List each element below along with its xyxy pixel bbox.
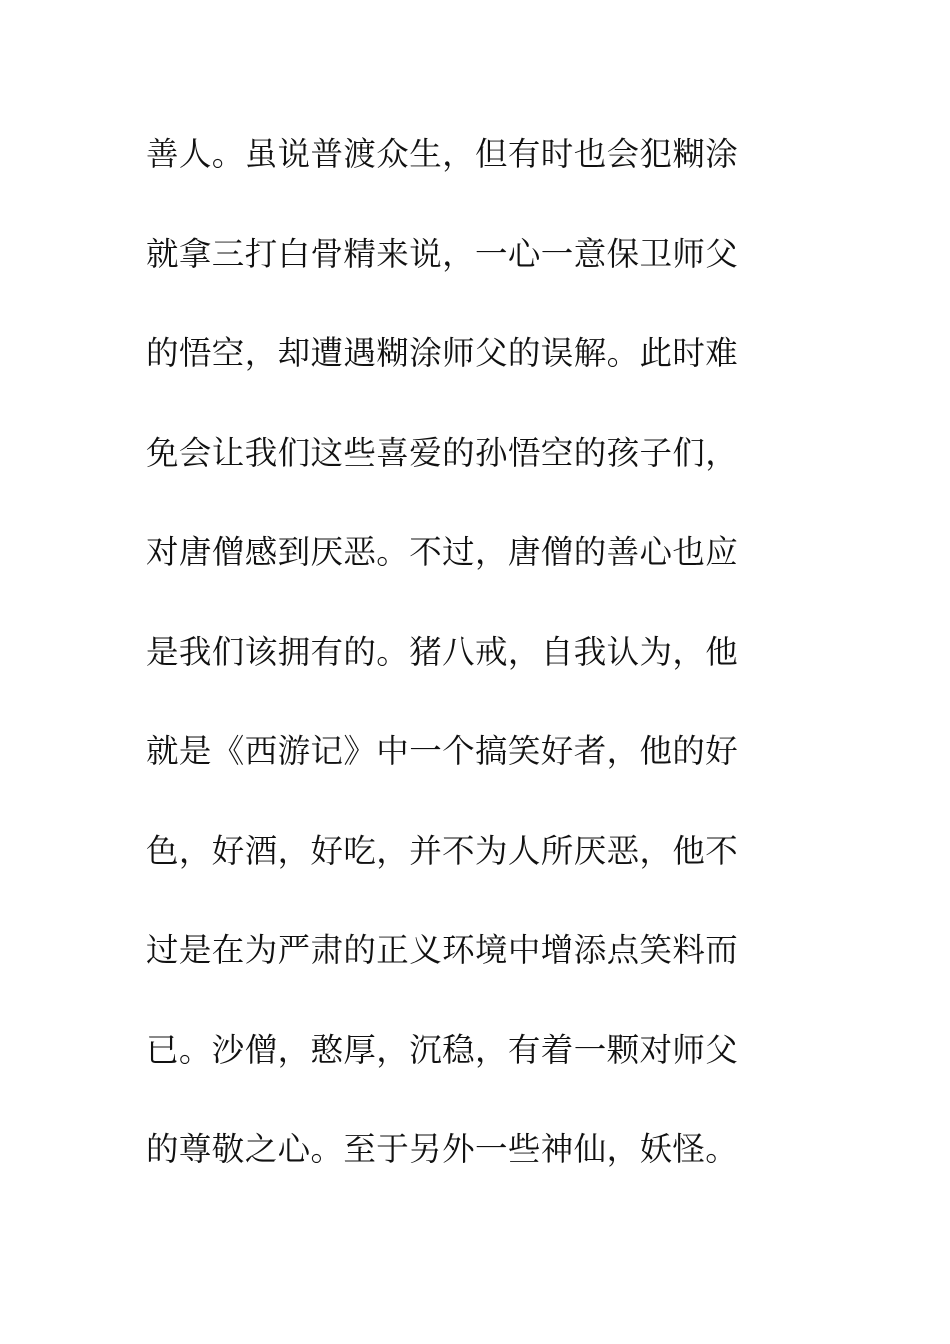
text-line-10: 已。沙僧，憨厚，沉稳，有着一颗对师父	[146, 1030, 739, 1069]
text-line-6: 是我们该拥有的。猪八戒，自我认为，他	[146, 632, 739, 671]
text-line-8: 色，好酒，好吃，并不为人所厌恶，他不	[146, 831, 739, 870]
text-line-9: 过是在为严肃的正义环境中增添点笑料而	[146, 931, 739, 969]
text-line-7: 就是《西游记》中一个搞笑好者，他的好	[146, 732, 739, 770]
text-line-1: 善人。虽说普渡众生，但有时也会犯糊涂	[146, 135, 739, 173]
text-line-11: 的尊敬之心。至于另外一些神仙，妖怪。	[146, 1130, 739, 1168]
text-line-5: 对唐僧感到厌恶。不过，唐僧的善心也应	[146, 533, 739, 571]
body-text	[146, 126, 816, 1221]
text-line-4: 免会让我们这些喜爱的孙悟空的孩子们，	[146, 433, 739, 472]
text-line-3: 的悟空，却遭遇糊涂师父的误解。此时难	[146, 334, 739, 372]
text-line-2: 就拿三打白骨精来说，一心一意保卫师父	[146, 234, 739, 273]
